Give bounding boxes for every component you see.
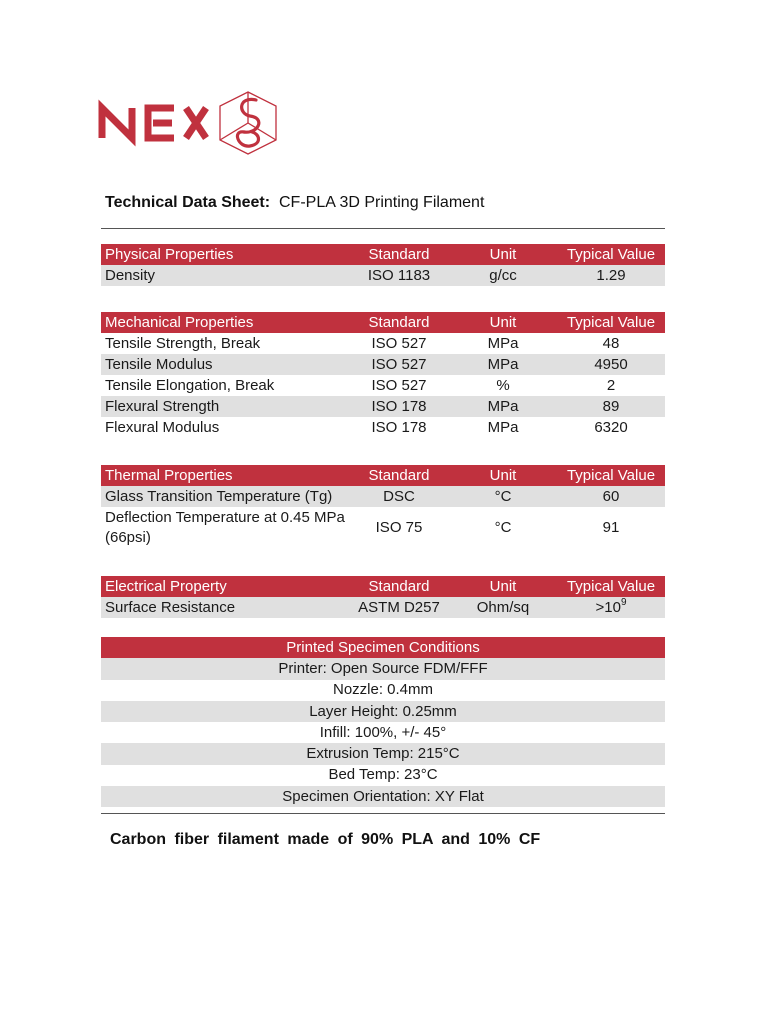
header-property: Thermal Properties: [101, 465, 349, 486]
property-unit: MPa: [449, 354, 557, 375]
header-standard: Standard: [349, 576, 449, 597]
property-value: 6320: [557, 417, 665, 438]
table-row: [101, 486, 665, 507]
electrical-property-table: [101, 576, 665, 618]
table-row: [101, 265, 665, 286]
value-base: >10: [595, 598, 621, 616]
property-value: 60: [557, 486, 665, 507]
title-product: CF-PLA 3D Printing Filament: [278, 194, 485, 211]
nex-logo: [98, 90, 283, 156]
property-name: Density: [101, 265, 349, 286]
header-standard: Standard: [349, 312, 449, 333]
property-unit: °C: [449, 507, 557, 549]
table-header-row: [101, 465, 665, 486]
property-name: Surface Resistance: [101, 597, 349, 618]
header-unit: Unit: [449, 244, 557, 265]
list-item: [101, 765, 665, 786]
property-standard: ISO 527: [349, 333, 449, 354]
property-standard: ISO 178: [349, 396, 449, 417]
property-name: Tensile Strength, Break: [101, 333, 349, 354]
property-name: Glass Transition Temperature (Tg): [101, 486, 349, 507]
property-value: 48: [557, 333, 665, 354]
document-title: [105, 194, 484, 212]
property-name: Tensile Modulus: [101, 354, 349, 375]
property-unit: MPa: [449, 396, 557, 417]
physical-properties-table: [101, 244, 665, 286]
property-unit: Ohm/sq: [449, 597, 557, 618]
header-unit: Unit: [449, 576, 557, 597]
property-standard: ISO 527: [349, 375, 449, 396]
table-header-row: [101, 312, 665, 333]
property-value: 91: [557, 507, 665, 549]
table-row: [101, 417, 665, 438]
header-property: Electrical Property: [101, 576, 349, 597]
property-value: 4950: [557, 354, 665, 375]
table-header-row: [101, 576, 665, 597]
specimen-condition: Printer: Open Source FDM/FFF: [101, 658, 665, 679]
thermal-properties-table: [101, 465, 665, 549]
property-standard: ISO 527: [349, 354, 449, 375]
table-header-row: [101, 244, 665, 265]
property-unit: g/cc: [449, 265, 557, 286]
property-value: 2: [557, 375, 665, 396]
list-item: [101, 722, 665, 743]
header-value: Typical Value: [557, 312, 665, 333]
header-value: Typical Value: [557, 576, 665, 597]
property-name: Flexural Modulus: [101, 417, 349, 438]
table-row: [101, 333, 665, 354]
specimen-header: Printed Specimen Conditions: [101, 637, 665, 658]
table-header-row: [101, 637, 665, 658]
header-standard: Standard: [349, 244, 449, 265]
specimen-condition: Specimen Orientation: XY Flat: [101, 786, 665, 807]
table-row: [101, 396, 665, 417]
table-row: [101, 354, 665, 375]
header-unit: Unit: [449, 465, 557, 486]
property-name: Tensile Elongation, Break: [101, 375, 349, 396]
specimen-condition: Extrusion Temp: 215°C: [101, 743, 665, 764]
title-label: Technical Data Sheet:: [105, 194, 271, 211]
property-name: Deflection Temperature at 0.45 MPa (66psi): [101, 507, 349, 549]
composition-note: Carbon fiber filament made of 90% PLA and 10% CF: [110, 831, 541, 848]
specimen-condition: Nozzle: 0.4mm: [101, 680, 665, 701]
mechanical-properties-table: [101, 312, 665, 438]
property-standard: ISO 75: [349, 507, 449, 549]
list-item: [101, 658, 665, 679]
header-value: Typical Value: [557, 244, 665, 265]
property-unit: °C: [449, 486, 557, 507]
property-standard: ASTM D257: [349, 597, 449, 618]
specimen-condition: Layer Height: 0.25mm: [101, 701, 665, 722]
list-item: [101, 786, 665, 807]
property-name: Flexural Strength: [101, 396, 349, 417]
bottom-divider: [101, 813, 665, 814]
list-item: [101, 743, 665, 764]
property-standard: ISO 1183: [349, 265, 449, 286]
header-unit: Unit: [449, 312, 557, 333]
property-value: 1.29: [557, 265, 665, 286]
title-divider: [101, 228, 665, 229]
value-exponent: 9: [620, 596, 627, 608]
specimen-conditions-table: [101, 637, 665, 807]
header-value: Typical Value: [557, 465, 665, 486]
header-standard: Standard: [349, 465, 449, 486]
list-item: [101, 680, 665, 701]
specimen-condition: Bed Temp: 23°C: [101, 765, 665, 786]
table-row: [101, 375, 665, 396]
table-row: [101, 597, 665, 618]
property-unit: MPa: [449, 333, 557, 354]
property-value: [557, 597, 665, 618]
property-unit: %: [449, 375, 557, 396]
property-standard: ISO 178: [349, 417, 449, 438]
specimen-condition: Infill: 100%, +/- 45°: [101, 722, 665, 743]
list-item: [101, 701, 665, 722]
header-property: Physical Properties: [101, 244, 349, 265]
header-property: Mechanical Properties: [101, 312, 349, 333]
table-row: [101, 507, 665, 549]
property-standard: DSC: [349, 486, 449, 507]
property-unit: MPa: [449, 417, 557, 438]
property-value: 89: [557, 396, 665, 417]
